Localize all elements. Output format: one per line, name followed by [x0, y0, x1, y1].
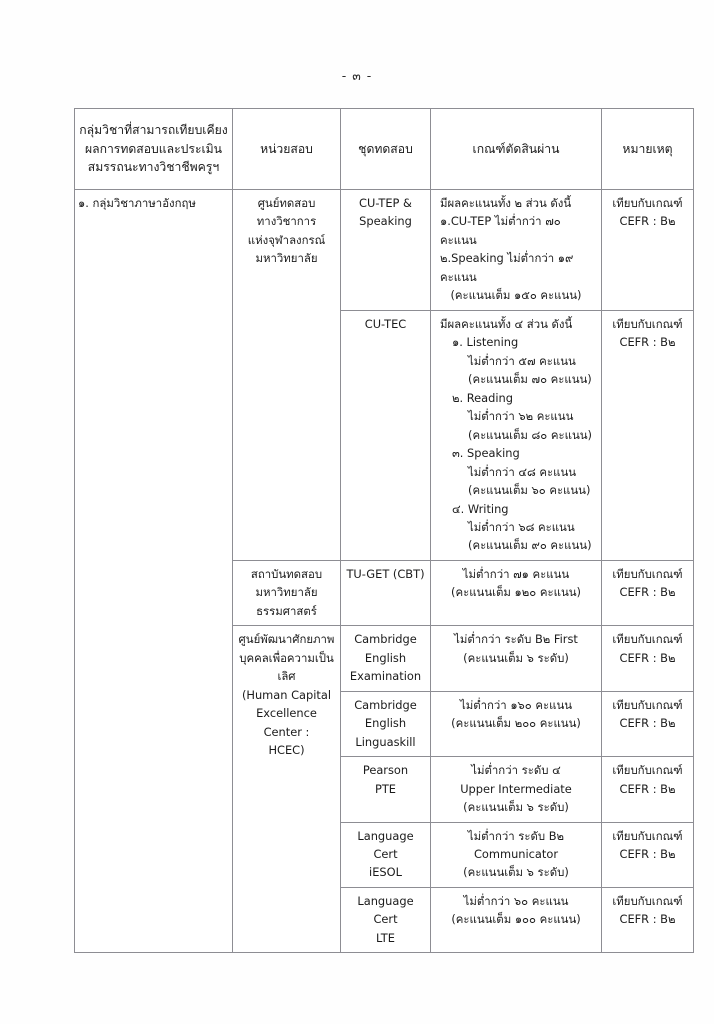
column-header-subject-group — [75, 109, 233, 190]
test-line: CU-TEP & — [359, 196, 412, 210]
test-line: Cambridge — [354, 697, 417, 712]
criteria-line: Upper Intermediate — [460, 781, 572, 796]
criteria-line: (คะแนนเต็ม ๙๐ คะแนน) — [468, 538, 592, 553]
unit-line: บุคคลเพื่อความเป็นเลิศ — [239, 650, 334, 684]
test-line: Linguaskill — [355, 734, 416, 749]
remark-line: CEFR : B๒ — [619, 650, 676, 665]
test-line: LTE — [376, 930, 395, 945]
cell-criteria — [431, 757, 602, 822]
criteria-table-container — [74, 108, 693, 953]
header-line: กลุ่มวิชาที่สามารถเทียบเคียง — [79, 122, 228, 137]
criteria-table — [74, 108, 694, 953]
criteria-line: (คะแนนเต็ม ๖ ระดับ) — [463, 865, 569, 880]
test-line: Pearson — [362, 763, 409, 778]
column-header-test-set — [341, 109, 431, 190]
criteria-line: (คะแนนเต็ม ๑๐๐ คะแนน) — [451, 912, 581, 927]
criteria-line: ไม่ต่ำกว่า ระดับ B๒ First — [454, 632, 578, 647]
criteria-line: (คะแนนเต็ม ๑๒๐ คะแนน) — [451, 585, 581, 600]
cell-remarks — [602, 887, 694, 952]
criteria-line: ไม่ต่ำกว่า ระดับ B๒ — [467, 828, 565, 843]
unit-line: (Human Capital — [241, 687, 332, 702]
remark-line: CEFR : B๒ — [619, 585, 676, 600]
criteria-line: ๓. Speaking — [452, 446, 520, 461]
test-line: iESOL — [369, 865, 402, 880]
test-line: Language Cert — [357, 893, 414, 927]
cell-test-set — [341, 310, 431, 560]
remark-line: CEFR : B๒ — [619, 716, 676, 731]
remark-line: เทียบกับเกณฑ์ — [612, 828, 683, 843]
cell-unit-hcec — [233, 626, 341, 953]
table-header — [75, 109, 694, 190]
remark-line: เทียบกับเกณฑ์ — [612, 632, 683, 647]
unit-line: ทางวิชาการ — [256, 214, 317, 229]
criteria-line: ไม่ต่ำกว่า ๖๒ คะแนน — [468, 409, 574, 424]
criteria-line: (คะแนนเต็ม ๑๕๐ คะแนน) — [450, 288, 582, 303]
cell-criteria — [431, 822, 602, 887]
criteria-line: (คะแนนเต็ม ๘๐ คะแนน) — [468, 427, 592, 442]
table-row — [75, 190, 694, 311]
cell-unit-chula — [233, 190, 341, 561]
criteria-line: (คะแนนเต็ม ๖ ระดับ) — [463, 800, 569, 815]
column-header-remarks — [602, 109, 694, 190]
cell-criteria — [431, 560, 602, 625]
cell-test-set — [341, 691, 431, 756]
remark-line: เทียบกับเกณฑ์ — [612, 566, 683, 581]
criteria-line: ๒.Speaking ไม่ต่ำกว่า ๑๙ คะแนน — [440, 251, 574, 284]
unit-line: มหาวิทยาลัย — [255, 251, 318, 266]
unit-line: Excellence Center : — [256, 706, 317, 739]
remark-line: เทียบกับเกณฑ์ — [612, 196, 683, 210]
test-line: Examination — [349, 669, 422, 684]
test-line: Cambridge — [354, 632, 417, 647]
criteria-line: มีผลคะแนนทั้ง ๒ ส่วน ดังนี้ — [440, 196, 572, 210]
header-line: หมายเหตุ — [622, 141, 673, 156]
cell-test-set — [341, 822, 431, 887]
test-line: PTE — [374, 781, 397, 796]
unit-line: สถาบันทดสอบ — [250, 566, 323, 581]
criteria-line: ไม่ต่ำกว่า ๗๑ คะแนน — [462, 566, 570, 581]
remark-line: CEFR : B๒ — [619, 214, 676, 229]
header-line: เกณฑ์ตัดสินผ่าน — [472, 141, 560, 156]
unit-line: HCEC) — [268, 743, 305, 758]
header-line: หน่วยสอบ — [260, 141, 313, 156]
cell-criteria — [431, 887, 602, 952]
cell-subject-group — [75, 190, 233, 953]
test-line: English — [364, 716, 407, 731]
table-body — [75, 190, 694, 953]
remark-line: เทียบกับเกณฑ์ — [612, 893, 683, 908]
cell-test-set — [341, 757, 431, 822]
table-header-row — [75, 109, 694, 190]
cell-test-set — [341, 560, 431, 625]
test-line: English — [364, 650, 407, 665]
remark-line: เทียบกับเกณฑ์ — [612, 763, 683, 778]
unit-line: ศูนย์พัฒนาศักยภาพ — [238, 632, 335, 647]
cell-test-set — [341, 887, 431, 952]
column-header-passing-criteria — [431, 109, 602, 190]
criteria-line: Communicator — [473, 847, 559, 861]
criteria-line: ไม่ต่ำกว่า ๖๘ คะแนน — [468, 519, 575, 534]
unit-line: แห่งจุฬาลงกรณ์ — [247, 232, 326, 247]
remark-line: CEFR : B๒ — [619, 912, 676, 927]
test-line: Language Cert — [357, 828, 414, 861]
unit-line: ศูนย์ทดสอบ — [257, 196, 316, 210]
column-header-test-unit — [233, 109, 341, 190]
criteria-line: ๔. Writing — [452, 501, 509, 516]
cell-remarks — [602, 560, 694, 625]
cell-remarks — [602, 626, 694, 691]
cell-remarks — [602, 822, 694, 887]
criteria-line: (คะแนนเต็ม ๗๐ คะแนน) — [468, 372, 592, 387]
cell-remarks — [602, 691, 694, 756]
cell-remarks — [602, 310, 694, 560]
remark-line: เทียบกับเกณฑ์ — [612, 316, 683, 331]
criteria-line: มีผลคะแนนทั้ง ๔ ส่วน ดังนี้ — [440, 316, 573, 331]
criteria-line: (คะแนนเต็ม ๖๐ คะแนน) — [468, 483, 591, 498]
subject-group-label: ๑. กลุ่มวิชาภาษาอังกฤษ — [78, 196, 196, 210]
page-number: - ๓ - — [341, 68, 373, 83]
cell-remarks — [602, 757, 694, 822]
cell-criteria — [431, 310, 602, 560]
remark-line: เทียบกับเกณฑ์ — [612, 697, 683, 712]
remark-line: CEFR : B๒ — [619, 781, 676, 796]
criteria-line: ไม่ต่ำกว่า ๑๖๐ คะแนน — [459, 697, 573, 712]
test-line: TU-GET (CBT) — [346, 566, 425, 581]
criteria-line: ไม่ต่ำกว่า ๖๐ คะแนน — [463, 893, 569, 908]
cell-unit-thammasat — [233, 560, 341, 625]
criteria-line: ไม่ต่ำกว่า ๔๘ คะแนน — [468, 464, 577, 479]
header-line: สมรรถนะทางวิชาชีพครูฯ — [87, 160, 220, 175]
cell-test-set — [341, 190, 431, 311]
cell-criteria — [431, 691, 602, 756]
criteria-line: ๑.CU-TEP ไม่ต่ำกว่า ๗๐ คะแนน — [440, 214, 561, 247]
criteria-line: (คะแนนเต็ม ๖ ระดับ) — [463, 650, 569, 665]
unit-line: มหาวิทยาลัยธรรมศาสตร์ — [255, 585, 318, 618]
cell-remarks — [602, 190, 694, 311]
remark-line: CEFR : B๒ — [619, 847, 676, 861]
cell-criteria — [431, 190, 602, 311]
test-line: CU-TEC — [364, 316, 407, 331]
cell-criteria — [431, 626, 602, 691]
criteria-line: ไม่ต่ำกว่า ๕๗ คะแนน — [468, 353, 576, 368]
criteria-line: ไม่ต่ำกว่า ระดับ ๔ — [471, 763, 561, 778]
criteria-line: ๒. Reading — [452, 390, 513, 405]
test-line: Speaking — [359, 214, 412, 229]
remark-line: CEFR : B๒ — [619, 335, 676, 350]
header-line: ชุดทดสอบ — [358, 141, 413, 156]
cell-test-set — [341, 626, 431, 691]
criteria-line: (คะแนนเต็ม ๒๐๐ คะแนน) — [451, 716, 581, 731]
criteria-line: ๑. Listening — [452, 335, 519, 350]
header-line: ผลการทดสอบและประเมิน — [84, 141, 223, 156]
